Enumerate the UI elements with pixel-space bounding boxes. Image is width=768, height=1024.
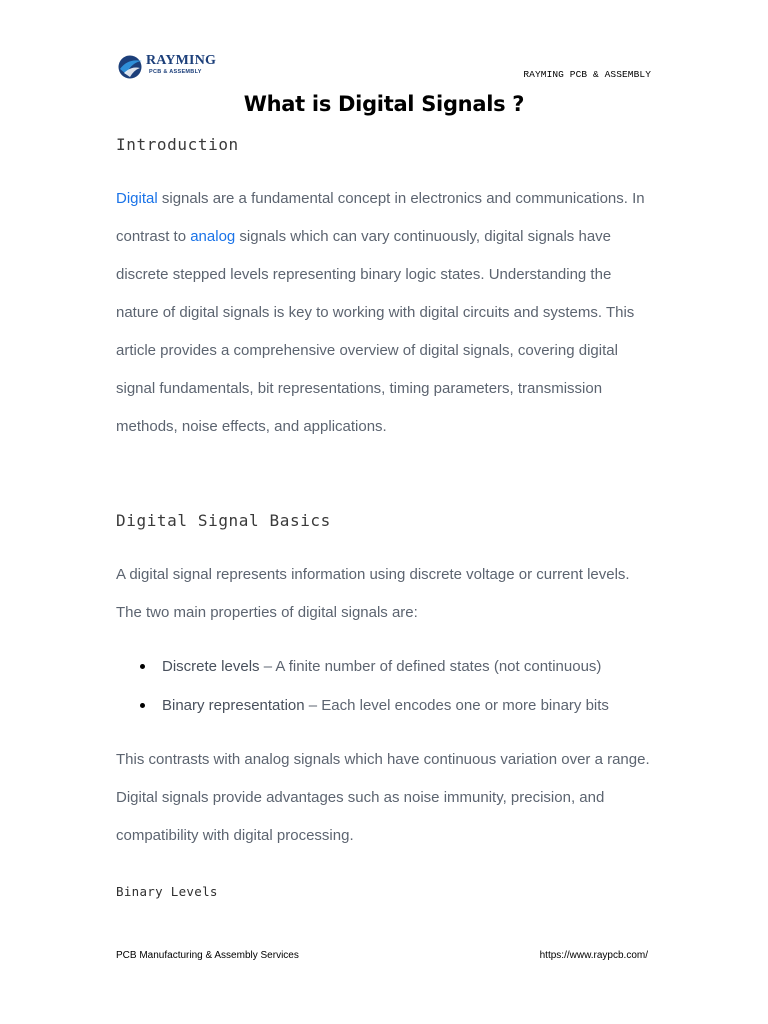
list-item-term: Discrete levels	[162, 658, 260, 675]
intro-paragraph	[116, 180, 656, 446]
list-item	[162, 689, 722, 728]
list-item-term: Binary representation	[162, 696, 305, 714]
link-analog[interactable]: analog	[190, 228, 236, 245]
intro-text-1: signals are a fundamental concept in electronics and communications. In contrast to	[116, 190, 645, 245]
heading-binary-levels: Binary Levels	[116, 884, 218, 899]
heading-introduction: Introduction	[116, 135, 239, 154]
page-title: What is Digital Signals ?	[243, 92, 525, 116]
logo-tagline: PCB & ASSEMBLY	[149, 69, 202, 75]
link-digital[interactable]: Digital	[116, 190, 158, 207]
properties-list	[116, 650, 722, 727]
bullet-icon	[140, 703, 145, 708]
basics-paragraph-1: A digital signal represents information using discrete voltage or current levels. The two main properties of digital signals are:	[116, 566, 630, 621]
rayming-logo[interactable]	[116, 52, 226, 82]
logo-swirl-icon	[116, 52, 146, 82]
logo-name: RAYMING	[146, 53, 217, 68]
footer-services-text: PCB Manufacturing & Assembly Services	[116, 950, 299, 961]
intro-text-2: signals which can vary continuously, digital signals have discrete stepped levels representing binary logic states. Understanding the nature of digital signals is key to working with digital circuits and systems. This article provides a comprehensive overview of digital signals, covering digital signal fundamentals, bit representations, timing parameters, transmission methods, noise effects, and applications.	[116, 228, 635, 435]
heading-digital-signal-basics: Digital Signal Basics	[116, 511, 331, 530]
list-item-desc: – Each level encodes one or more binary bits	[304, 696, 609, 714]
header-company-name: RAYMING PCB & ASSEMBLY	[523, 69, 651, 80]
list-item	[162, 650, 722, 689]
footer-website-link[interactable]: https://www.raypcb.com/	[539, 950, 648, 961]
basics-paragraph-2: This contrasts with analog signals which have continuous variation over a range. Digital signals provide advantages such as noise immunity, precision, and compatibility with digital processing.	[116, 751, 650, 844]
list-item-desc: – A finite number of defined states (not continuous)	[259, 658, 602, 675]
bullet-icon	[140, 664, 145, 669]
